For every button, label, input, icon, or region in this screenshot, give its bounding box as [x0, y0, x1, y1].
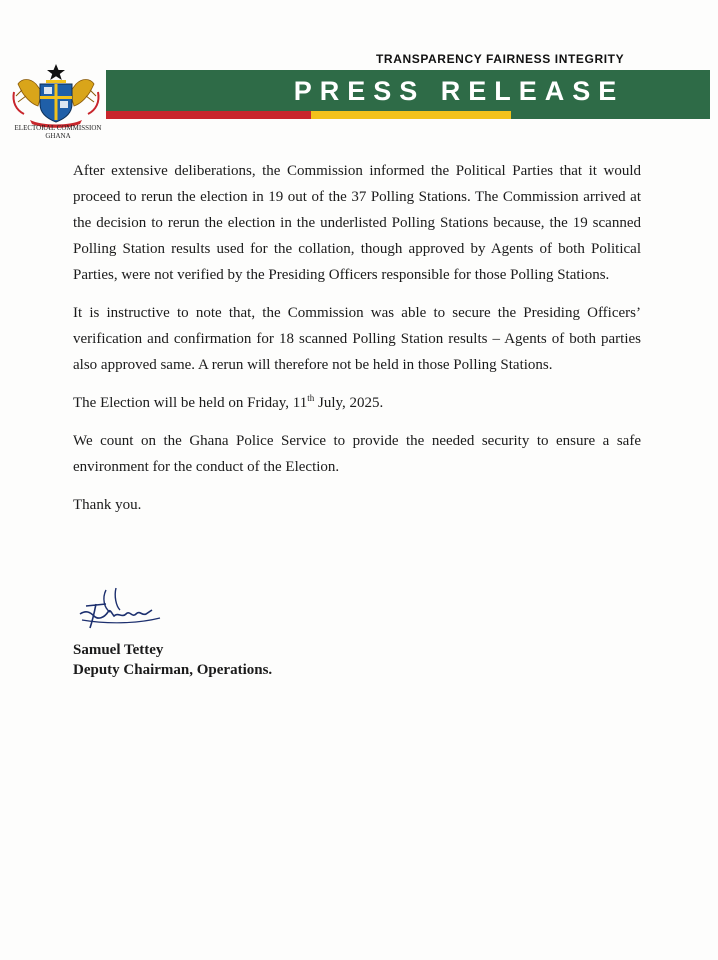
- ghana-coat-of-arms-icon: [8, 62, 104, 130]
- signatory-title: Deputy Chairman, Operations.: [73, 662, 273, 678]
- tagline: TRANSPARENCY FAIRNESS INTEGRITY: [376, 52, 625, 66]
- paragraph-1: After extensive deliberations, the Commission informed the Political Parties that it would proceed to rerun the election in 19 out of the 37 Polling Stations. The Commission arrived at the decision to rerun the election in the underlisted Polling Stations because, the 19 scanned Polling Station results used for the collation, though approved by Agents of both Political Parties, were not verified by the Presiding Officers responsible for those Polling Stations.: [73, 163, 641, 283]
- signatory-name: Samuel Tettey: [73, 642, 164, 658]
- logo-caption-line2: GHANA: [45, 132, 71, 140]
- release-body: [73, 158, 641, 530]
- paragraph-3-text: The Election will be held on Friday, 11: [73, 395, 308, 411]
- stripe-red: [106, 111, 311, 119]
- ordinal-suffix: th: [307, 393, 315, 403]
- logo-caption-line1: ELECTORAL COMMISSION: [14, 124, 102, 132]
- stripe-gold: [311, 111, 510, 119]
- logo-caption: [6, 124, 110, 140]
- flag-stripes: [106, 111, 710, 119]
- stripe-green: [511, 111, 710, 119]
- paragraph-3-text-end: July, 2025.: [314, 395, 384, 411]
- paragraph-3: [73, 390, 641, 416]
- signatory-block: [73, 640, 272, 680]
- handwritten-signature-icon: [76, 584, 166, 632]
- paragraph-4: We count on the Ghana Police Service to provide the needed security to ensure a safe environment for the conduct of the Election.: [73, 433, 641, 475]
- page-title: PRESS RELEASE: [293, 76, 625, 106]
- paragraph-2: It is instructive to note that, the Commission was able to secure the Presiding Officers’ verification and confirmation for 18 scanned Polling Station results – Agents of both parties also approved same. A rerun will therefore not be held in those Polling Stations.: [73, 305, 641, 373]
- press-release-banner: [106, 70, 710, 111]
- closing-line: Thank you.: [73, 497, 142, 513]
